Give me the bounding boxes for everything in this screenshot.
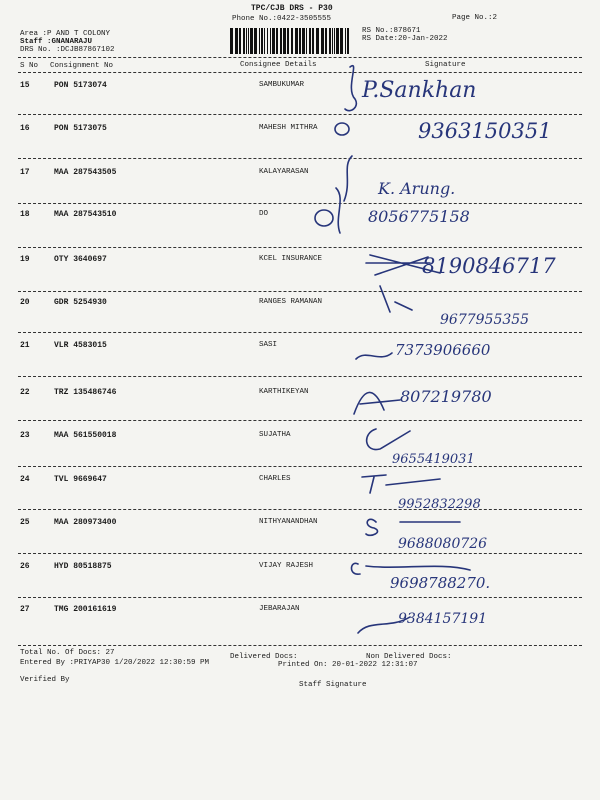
- signature-text: 9384157191: [398, 611, 488, 627]
- row-consignment-no: MAA 287543510: [54, 210, 117, 219]
- signature-text: 9688080726: [398, 536, 488, 552]
- signature-text: 9952832298: [398, 497, 481, 512]
- row-consignee: JEBARAJAN: [259, 605, 300, 613]
- row-consignment-no: MAA 561550018: [54, 431, 117, 440]
- printed-on: Printed On: 20-01-2022 12:31:07: [278, 661, 418, 669]
- row-sno: 17: [20, 168, 30, 177]
- phone-number: Phone No.:0422-3505555: [232, 15, 332, 23]
- row-consignment-no: MAA 287543505: [54, 168, 117, 177]
- staff: Staff :GNANARAJU: [20, 38, 93, 46]
- row-sno: 27: [20, 605, 30, 614]
- col-header-sno: S No: [20, 62, 39, 70]
- row-consignee: SUJATHA: [259, 431, 291, 439]
- row-consignment-no: TRZ 135486746: [54, 388, 117, 397]
- col-header-consignment: Consignment No: [50, 62, 114, 70]
- row-sno: 26: [20, 562, 30, 571]
- signature-text: 8190846717: [422, 254, 556, 278]
- row-consignment-no: HYD 80518875: [54, 562, 112, 571]
- signature-text: 7373906660: [395, 341, 491, 359]
- row-sno: 21: [20, 341, 30, 350]
- barcode: [230, 28, 350, 54]
- staff-signature: Staff Signature: [299, 681, 367, 689]
- page-title: TPC/CJB DRS - P30: [251, 4, 333, 13]
- rs-date: RS Date:20-Jan-2022: [362, 35, 448, 43]
- signature-text: 9698788270.: [390, 574, 491, 592]
- row-sno: 25: [20, 518, 30, 527]
- entered-by: Entered By :PRIYAP30 1/20/2022 12:30:59 PM: [20, 659, 210, 667]
- row-consignment-no: TVL 9669647: [54, 475, 107, 484]
- row-consignment-no: PON 5173074: [54, 81, 107, 90]
- signature-scribble: [340, 583, 590, 641]
- row-consignee: NITHYANANDHAN: [259, 518, 318, 526]
- row-consignment-no: MAA 280973400: [54, 518, 117, 527]
- row-consignee: VIJAY RAJESH: [259, 562, 314, 570]
- row-consignee: KALAYARASAN: [259, 168, 309, 176]
- row-sno: 23: [20, 431, 30, 440]
- col-header-consignee: Consignee Details: [240, 61, 317, 69]
- area: Area :P AND T COLONY: [20, 30, 111, 38]
- row-consignment-no: GDR 5254930: [54, 298, 107, 307]
- non-delivered-docs: Non Delivered Docs:: [366, 653, 452, 661]
- table-row: [0, 605, 600, 645]
- row-consignee: KARTHIKEYAN: [259, 388, 309, 396]
- row-consignment-no: TMG 200161619: [54, 605, 117, 614]
- row-consignment-no: OTY 3640697: [54, 255, 107, 264]
- row-consignee: SAMBUKUMAR: [259, 81, 305, 89]
- row-consignment-no: VLR 4583015: [54, 341, 107, 350]
- row-consignee: CHARLES: [259, 475, 291, 483]
- row-consignee: MAHESH MITHRA: [259, 124, 318, 132]
- row-sno: 15: [20, 81, 30, 90]
- signature-text: 9677955355: [440, 312, 530, 328]
- signature-text: 9655419031: [392, 452, 475, 467]
- signature-text: 807219780: [400, 387, 492, 406]
- row-sno: 18: [20, 210, 30, 219]
- verified-by: Verified By: [20, 676, 70, 684]
- divider: [18, 57, 582, 58]
- drs-number: DRS No. :DCJB87867102: [20, 46, 115, 54]
- col-header-signature: Signature: [425, 61, 466, 69]
- row-sno: 16: [20, 124, 30, 133]
- row-sno: 20: [20, 298, 30, 307]
- divider: [18, 645, 582, 646]
- row-consignment-no: PON 5173075: [54, 124, 107, 133]
- page-number: Page No.:2: [452, 14, 498, 22]
- signature-text: 8056775158: [368, 207, 470, 226]
- rs-number: RS No.:878671: [362, 27, 421, 35]
- row-sno: 19: [20, 255, 30, 264]
- signature-text: K. Arung.: [378, 179, 456, 198]
- row-consignee: RANGES RAMANAN: [259, 298, 323, 306]
- row-consignee: KCEL INSURANCE: [259, 255, 323, 263]
- delivered-docs: Delivered Docs:: [230, 653, 298, 661]
- row-consignee: SASI: [259, 341, 278, 349]
- signature-text: 9363150351: [418, 119, 552, 143]
- row-consignee: DO: [259, 210, 269, 218]
- row-sno: 24: [20, 475, 30, 484]
- total-docs: Total No. Of Docs: 27: [20, 649, 115, 657]
- row-sno: 22: [20, 388, 30, 397]
- signature-text: P.Sankhan: [362, 78, 477, 103]
